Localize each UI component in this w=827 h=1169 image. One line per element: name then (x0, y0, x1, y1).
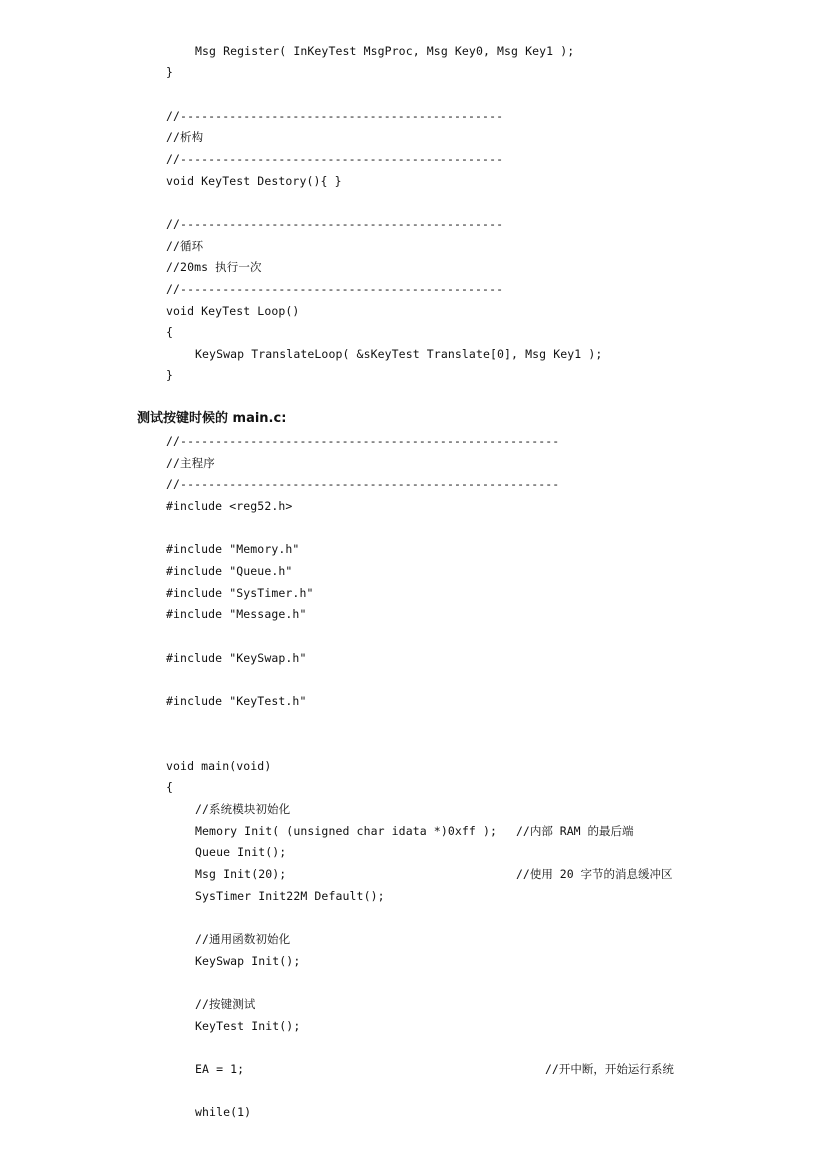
code-line: while(1) (195, 1105, 252, 1119)
code-line: { (166, 780, 174, 794)
code-line: } (166, 65, 174, 79)
code-line: EA = 1; (195, 1062, 245, 1076)
code-line: void KeyTest Destory(){ } (166, 174, 342, 188)
code-comment: //系统模块初始化 (195, 802, 291, 816)
code-comment: //循环 (166, 239, 204, 253)
code-line: #include "Memory.h" (166, 542, 300, 556)
code-line: KeySwap Init(); (195, 954, 301, 968)
code-comment-separator: //---------------------------------------------- (166, 152, 504, 166)
code-comment-separator: //---------------------------------------------- (166, 217, 504, 231)
code-line: void KeyTest Loop() (166, 304, 300, 318)
code-line: } (166, 368, 174, 382)
code-line: Queue Init(); (195, 845, 287, 859)
code-line: KeyTest Init(); (195, 1019, 301, 1033)
code-line: #include "KeySwap.h" (166, 651, 307, 665)
code-comment: //按键测试 (195, 997, 256, 1011)
code-inline-comment: //内部 RAM 的最后端 (516, 824, 634, 838)
code-line: #include <reg52.h> (166, 499, 293, 513)
code-line: SysTimer Init22M Default(); (195, 889, 385, 903)
section-heading: 测试按键时候的 main.c: (137, 411, 287, 426)
code-line: #include "KeyTest.h" (166, 694, 307, 708)
code-line: #include "Queue.h" (166, 564, 293, 578)
code-line: void main(void) (166, 759, 272, 773)
code-comment-separator: //------------------------------------------------------ (166, 434, 560, 448)
code-comment-separator: //---------------------------------------------- (166, 282, 504, 296)
code-line: Msg Register( InKeyTest MsgProc, Msg Key0, Msg Key1 ); (195, 44, 575, 58)
code-inline-comment: //使用 20 字节的消息缓冲区 (516, 867, 673, 881)
code-line: Memory Init( (unsigned char idata *)0xff ); (195, 824, 498, 838)
code-inline-comment: //开中断，开始运行系统 (545, 1062, 674, 1076)
code-comment: //主程序 (166, 456, 215, 470)
code-comment: //20ms 执行一次 (166, 260, 262, 274)
code-line: { (166, 325, 174, 339)
code-line: #include "SysTimer.h" (166, 586, 314, 600)
code-comment-separator: //---------------------------------------------- (166, 109, 504, 123)
code-line: KeySwap TranslateLoop( &sKeyTest Translate[0], Msg Key1 ); (195, 347, 603, 361)
code-line: #include "Message.h" (166, 607, 307, 621)
code-comment-separator: //------------------------------------------------------ (166, 477, 560, 491)
code-comment: //通用函数初始化 (195, 932, 291, 946)
code-comment: //析构 (166, 130, 204, 144)
code-line: Msg Init(20); (195, 867, 287, 881)
